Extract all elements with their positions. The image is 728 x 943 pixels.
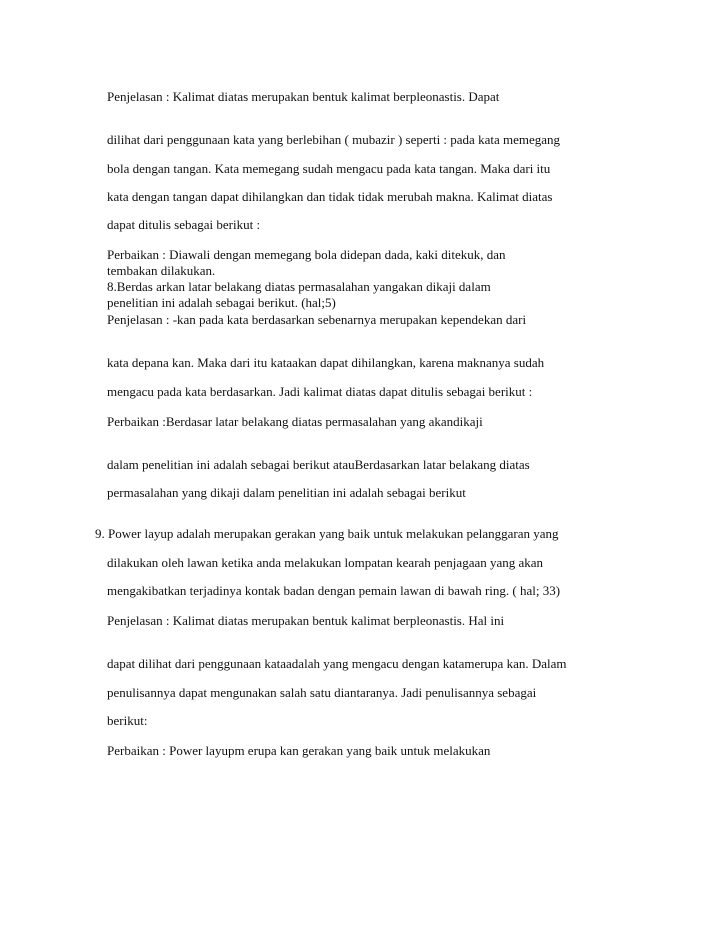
text-line: penelitian ini adalah sebagai berikut. (hal;5) [107, 295, 336, 310]
text-line: mengacu pada kata berdasarkan. Jadi kalimat diatas dapat ditulis sebagai berikut : [107, 384, 533, 399]
text-line: permasalahan yang dikaji dalam penelitian ini adalah sebagai berikut [107, 485, 466, 500]
text-line: dilihat dari penggunaan kata yang berlebihan ( mubazir ) seperti : pada kata memegang [107, 132, 561, 147]
text-line: dilakukan oleh lawan ketika anda melakukan lompatan kearah penjagaan yang akan [107, 555, 544, 570]
text-line: dalam penelitian ini adalah sebagai berikut atauBerdasarkan latar belakang diatas [107, 457, 530, 472]
text-line: Perbaikan : Diawali dengan memegang bola didepan dada, kaki ditekuk, dan [107, 247, 506, 262]
text-line: dapat ditulis sebagai berikut : [107, 217, 261, 232]
text-line: 9. Power layup adalah merupakan gerakan yang baik untuk melakukan pelanggaran yang [95, 526, 559, 541]
text-line: 8.Berdas arkan latar belakang diatas permasalahan yangakan dikaji dalam [107, 279, 491, 294]
text-line: Perbaikan : Power layupm erupa kan gerakan yang baik untuk melakukan [107, 743, 491, 758]
text-line: dapat dilihat dari penggunaan kataadalah yang mengacu dengan katamerupa kan. Dalam [107, 656, 567, 671]
text-line: penulisannya dapat mengunakan salah satu diantaranya. Jadi penulisannya sebagai [107, 685, 537, 700]
text-line: tembakan dilakukan. [107, 263, 216, 278]
text-line: kata depana kan. Maka dari itu kataakan dapat dihilangkan, karena maknanya sudah [107, 355, 545, 370]
text-line: berikut: [107, 713, 148, 728]
text-line: Penjelasan : -kan pada kata berdasarkan sebenarnya merupakan kependekan dari [107, 312, 527, 327]
text-line: Penjelasan : Kalimat diatas merupakan bentuk kalimat berpleonastis. Hal ini [107, 613, 505, 628]
text-line: mengakibatkan terjadinya kontak badan dengan pemain lawan di bawah ring. ( hal; 33) [107, 583, 561, 598]
text-line: Perbaikan :Berdasar latar belakang diatas permasalahan yang akandikaji [107, 414, 483, 429]
text-line: Penjelasan : Kalimat diatas merupakan bentuk kalimat berpleonastis. Dapat [107, 89, 500, 104]
text-line: kata dengan tangan dapat dihilangkan dan tidak tidak merubah makna. Kalimat diatas [107, 189, 553, 204]
text-line: bola dengan tangan. Kata memegang sudah mengacu pada kata tangan. Maka dari itu [107, 161, 551, 176]
